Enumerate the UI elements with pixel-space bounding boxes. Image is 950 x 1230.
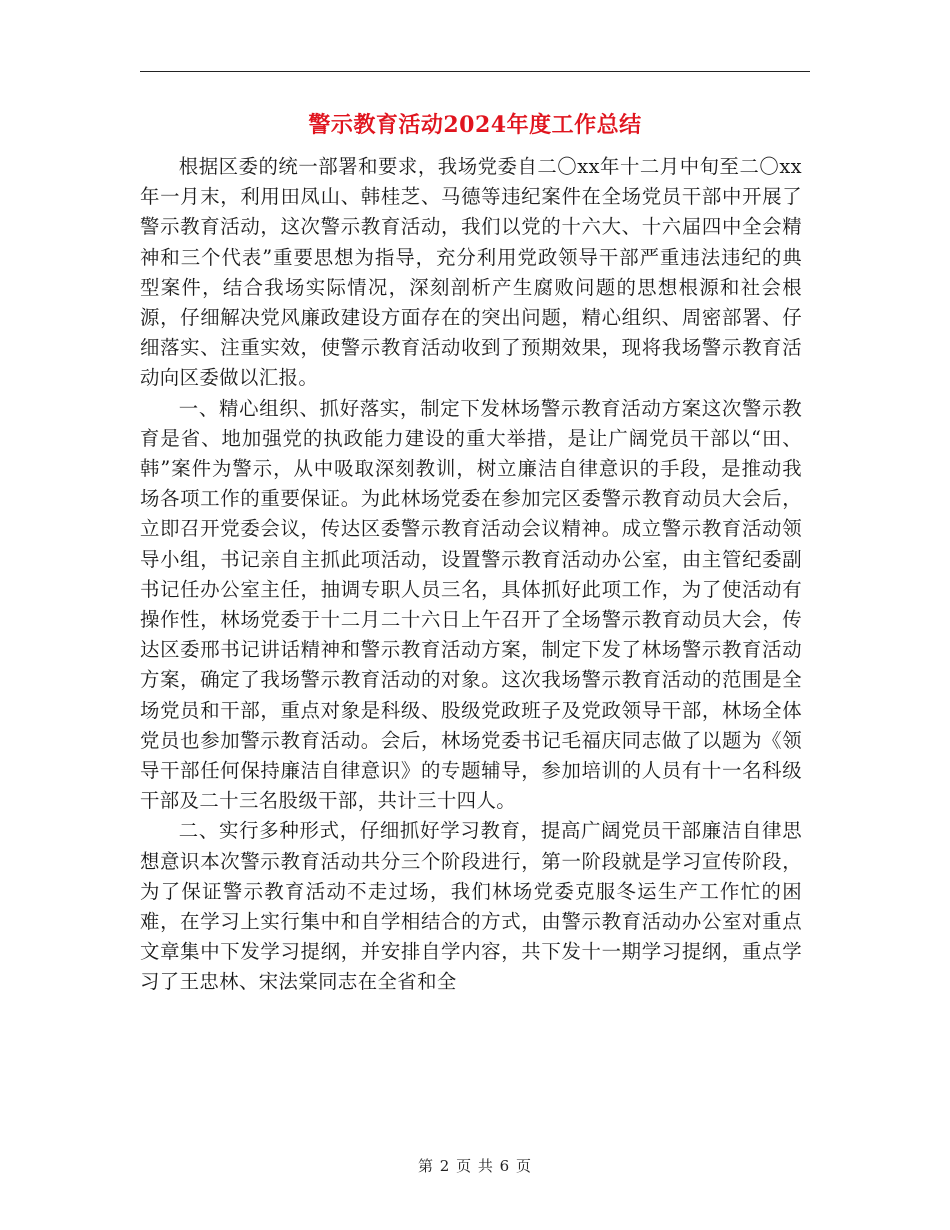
paragraph-intro: 根据区委的统一部署和要求，我场党委自二〇xx年十二月中旬至二〇xx年一月末，利用田凤山、韩桂芝、马德等违纪案件在全场党员干部中开展了警示教育活动，这次警示教育活动，我们以党的十六大、十六届四中全会精神和三个代表”重要思想为指导，充分利用党政领导干部严重违法违纪的典型案件，结合我场实际情况，深刻剖析产生腐败问题的思想根源和社会根源，仔细解决党风廉政建设方面存在的突出问题，精心组织、周密部署、仔细落实、注重实效，使警示教育活动收到了预期效果，现将我场警示教育活动向区委做以汇报。: [140, 155, 802, 390]
header-rule: [140, 71, 810, 72]
document-body: [140, 152, 802, 998]
document-title: 警示教育活动2024年度工作总结: [308, 112, 642, 138]
page-number-footer: 第 2 页 共 6 页: [418, 1157, 532, 1175]
paragraph-section-2: 二、实行多种形式，仔细抓好学习教育，提高广阔党员干部廉洁自律思想意识本次警示教育活动共分三个阶段进行，第一阶段就是学习宣传阶段，为了保证警示教育活动不走过场，我们林场党委克服冬运生产工作忙的困难，在学习上实行集中和自学相结合的方式，由警示教育活动办公室对重点文章集中下发学习提纲，并安排自学内容，共下发十一期学习提纲，重点学习了王忠林、宋法棠同志在全省和全: [140, 819, 802, 994]
paragraph-section-1: 一、精心组织、抓好落实，制定下发林场警示教育活动方案这次警示教育是省、地加强党的执政能力建设的重大举措，是让广阔党员干部以“田、韩”案件为警示，从中吸取深刻教训，树立廉洁自律意识的手段，是推动我场各项工作的重要保证。为此林场党委在参加完区委警示教育动员大会后，立即召开党委会议，传达区委警示教育活动会议精神。成立警示教育活动领导小组，书记亲自主抓此项活动，设置警示教育活动办公室，由主管纪委副书记任办公室主任，抽调专职人员三名，具体抓好此项工作，为了使活动有操作性，林场党委于十二月二十六日上午召开了全场警示教育动员大会，传达区委邢书记讲话精神和警示教育活动方案，制定下发了林场警示教育活动方案，确定了我场警示教育活动的对象。这次我场警示教育活动的范围是全场党员和干部，重点对象是科级、股级党政班子及党政领导干部，林场全体党员也参加警示教育活动。会后，林场党委书记毛福庆同志做了以题为《领导干部任何保持廉洁自律意识》的专题辅导，参加培训的人员有十一名科级干部及二十三名股级干部，共计三十四人。: [140, 396, 802, 813]
